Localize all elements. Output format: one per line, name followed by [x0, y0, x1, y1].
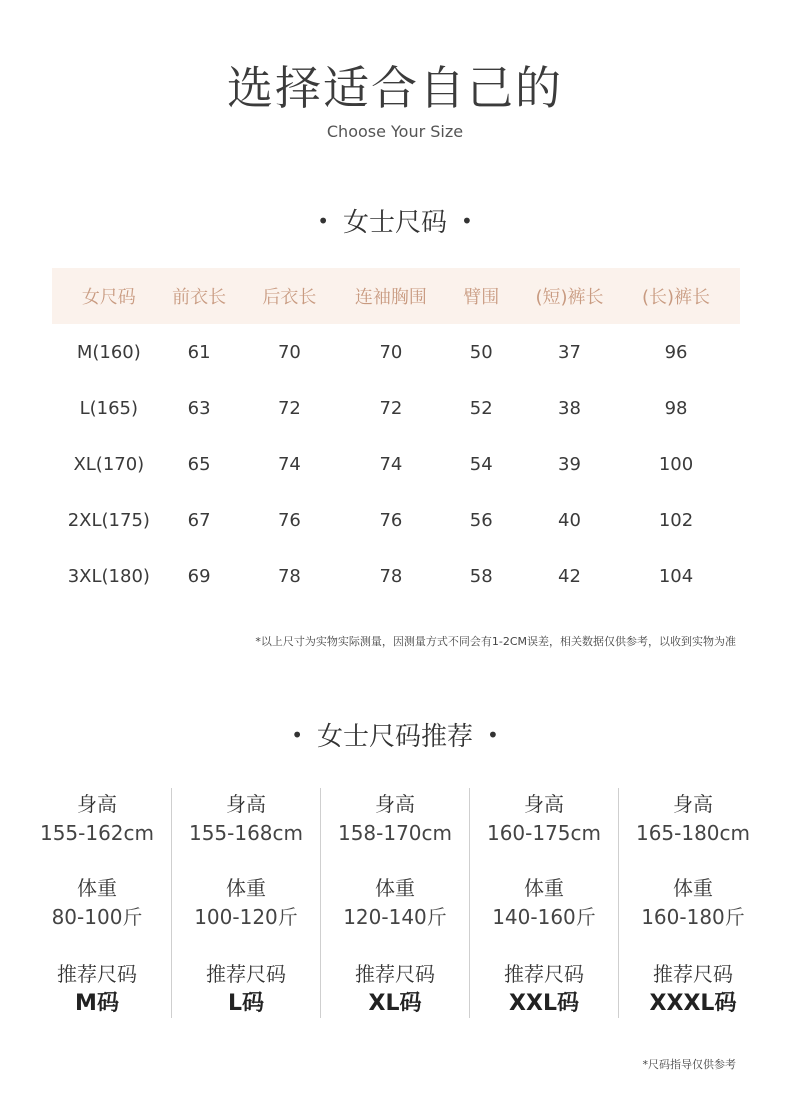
- recommend-note: *尺码指导仅供参考: [642, 1058, 736, 1071]
- column-header: (短)裤长: [527, 268, 612, 324]
- recommend-columns: [23, 788, 767, 1018]
- weight-label: 体重: [524, 876, 564, 900]
- size-value: M码: [75, 991, 119, 1016]
- size-label: 推荐尺码: [653, 962, 733, 986]
- recommend-card-l: [171, 788, 320, 1018]
- page-title: 选择适合自己的: [227, 61, 563, 115]
- table-row: [52, 380, 740, 436]
- weight-label: 体重: [226, 876, 266, 900]
- page-subtitle: Choose Your Size: [326, 122, 464, 141]
- table-cell: 58: [469, 565, 493, 587]
- table-row: [52, 436, 740, 492]
- table-cell: 37: [558, 341, 581, 363]
- table-cell: 61: [187, 341, 211, 363]
- size-label: 推荐尺码: [206, 962, 286, 986]
- height-value: 155-168cm: [188, 821, 304, 845]
- table-cell: 2XL(175): [67, 509, 150, 531]
- height-value: 165-180cm: [635, 821, 751, 845]
- recommend-card-m: [23, 788, 171, 1018]
- weight-value: 100-120斤: [194, 905, 298, 929]
- size-table-note: *以上尺寸为实物实际测量，因测量方式不同会有1-2CM误差，相关数据仅供参考，以收到实物为准: [255, 635, 736, 648]
- table-cell: 98: [664, 397, 688, 419]
- bullet-dot: •: [487, 723, 499, 747]
- table-cell: 96: [664, 341, 688, 363]
- table-cell: 72: [379, 397, 403, 419]
- column-header: 连袖胸围: [346, 268, 435, 324]
- table-cell: 72: [277, 397, 301, 419]
- table-row: [52, 324, 740, 380]
- table-cell: 50: [469, 341, 493, 363]
- table-cell: 76: [277, 509, 301, 531]
- recommend-section-title-text: 女士尺码推荐: [316, 722, 473, 752]
- table-cell: 104: [658, 565, 694, 587]
- size-value: L码: [227, 991, 265, 1016]
- table-cell: 76: [379, 509, 403, 531]
- table-cell: 78: [277, 565, 301, 587]
- table-cell: 38: [558, 397, 581, 419]
- table-cell: 102: [658, 509, 694, 531]
- height-label: 身高: [524, 792, 564, 816]
- size-value: XL码: [368, 991, 422, 1016]
- table-cell: 39: [558, 453, 581, 475]
- table-row: [52, 548, 740, 604]
- table-cell: 70: [277, 341, 301, 363]
- table-cell: 42: [558, 565, 581, 587]
- size-value: XXL码: [509, 991, 579, 1016]
- table-cell: 3XL(180): [67, 565, 150, 587]
- column-header: 臂围: [436, 268, 527, 324]
- recommend-card-xl: [320, 788, 469, 1018]
- column-header: 女尺码: [52, 268, 166, 324]
- table-cell: 54: [469, 453, 493, 475]
- table-cell: 63: [187, 397, 211, 419]
- size-table: [52, 268, 740, 604]
- bullet-dot: •: [317, 209, 329, 233]
- weight-label: 体重: [673, 876, 713, 900]
- table-cell: 67: [187, 509, 211, 531]
- table-cell: 65: [187, 453, 211, 475]
- table-cell: 69: [187, 565, 211, 587]
- height-value: 160-175cm: [486, 821, 602, 845]
- table-cell: XL(170): [73, 453, 145, 475]
- size-section-title: [0, 202, 790, 239]
- table-cell: M(160): [76, 341, 141, 363]
- size-label: 推荐尺码: [504, 962, 584, 986]
- size-label: 推荐尺码: [57, 962, 137, 986]
- recommend-card-xxl: [469, 788, 618, 1018]
- height-label: 身高: [77, 792, 117, 816]
- recommend-section-title: [0, 716, 790, 753]
- table-cell: 56: [469, 509, 493, 531]
- weight-value: 160-180斤: [641, 905, 745, 929]
- table-cell: 40: [558, 509, 581, 531]
- bullet-dot: •: [291, 723, 303, 747]
- weight-value: 80-100斤: [51, 905, 143, 929]
- column-header: 后衣长: [233, 268, 347, 324]
- weight-value: 140-160斤: [492, 905, 596, 929]
- height-value: 155-162cm: [39, 821, 155, 845]
- bullet-dot: •: [461, 209, 473, 233]
- height-label: 身高: [673, 792, 713, 816]
- size-label: 推荐尺码: [355, 962, 435, 986]
- recommend-card-xxxl: [618, 788, 767, 1018]
- weight-label: 体重: [375, 876, 415, 900]
- column-header: (长)裤长: [612, 268, 740, 324]
- size-section-title-text: 女士尺码: [342, 208, 447, 238]
- table-cell: 52: [469, 397, 493, 419]
- table-cell: 74: [277, 453, 301, 475]
- table-cell: 100: [658, 453, 694, 475]
- height-label: 身高: [375, 792, 415, 816]
- table-row: [52, 492, 740, 548]
- height-value: 158-170cm: [337, 821, 453, 845]
- weight-value: 120-140斤: [343, 905, 447, 929]
- column-header: 前衣长: [166, 268, 233, 324]
- table-cell: 74: [379, 453, 403, 475]
- table-cell: L(165): [79, 397, 139, 419]
- size-table-header: [52, 268, 740, 324]
- height-label: 身高: [226, 792, 266, 816]
- table-cell: 70: [379, 341, 403, 363]
- size-value: XXXL码: [649, 991, 737, 1016]
- table-cell: 78: [379, 565, 403, 587]
- weight-label: 体重: [77, 876, 117, 900]
